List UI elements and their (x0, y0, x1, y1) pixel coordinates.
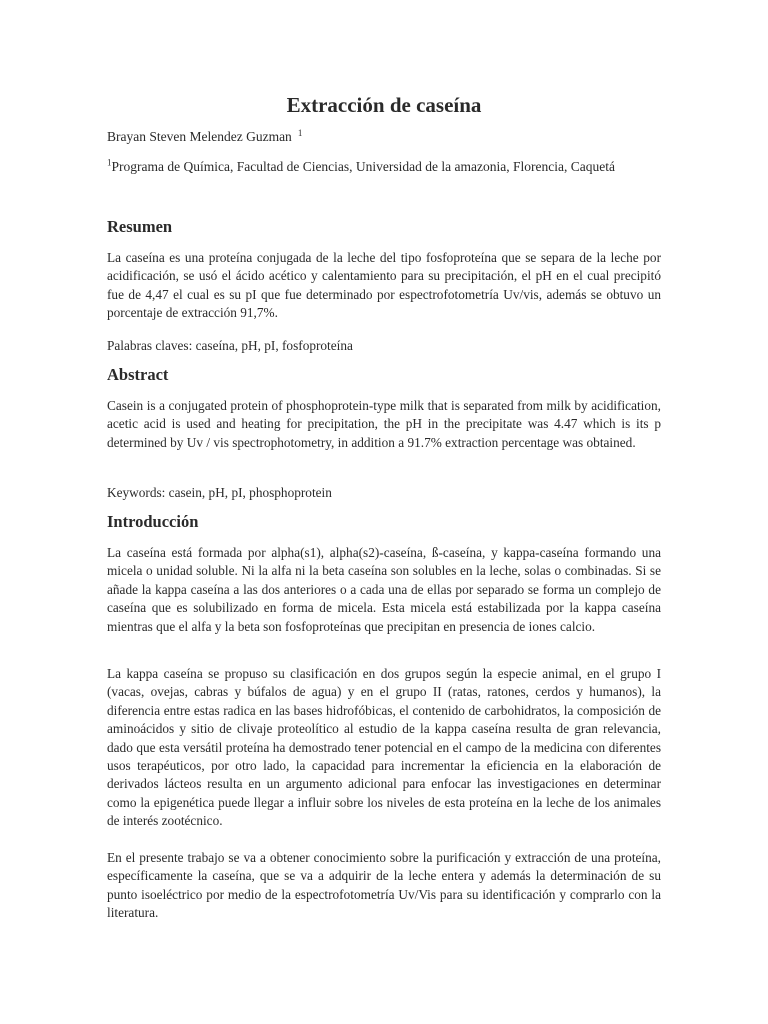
resumen-keywords: Palabras claves: caseína, pH, pI, fosfoproteína (107, 338, 353, 353)
affiliation-line (107, 158, 615, 176)
abstract-heading: Abstract (107, 365, 169, 384)
affiliation-mark: 1 (107, 157, 112, 168)
abstract-keywords: Keywords: casein, pH, pI, phosphoprotein (107, 485, 332, 500)
author-affiliation-mark: 1 (297, 127, 303, 138)
abstract-body: Casein is a conjugated protein of phosphoprotein-type milk that is separated from milk by acidification, acetic acid is used and heating for precipitation, the pH in the precipitate was 4.47 which is its p determined by Uv / vis spectrophotometry, in addition a 91.7% extraction percentage was obtained. (107, 398, 661, 450)
resumen-heading: Resumen (107, 217, 173, 236)
author-name: Brayan Steven Melendez Guzman (107, 129, 292, 144)
introduccion-paragraph-3: En el presente trabajo se va a obtener conocimiento sobre la purificación y extracción de una proteína, específicamente la caseína, que se va a adquirir de la leche entera y además la determinación de su punto isoeléctrico por medio de la espectrofotometría Uv/Vis para su identificación y comprarlo con la literatura. (107, 850, 661, 921)
paper-title: Extracción de caseína (286, 93, 482, 117)
affiliation-text: Programa de Química, Facultad de Ciencias, Universidad de la amazonia, Florencia, Caquetá (111, 159, 615, 174)
introduccion-paragraph-1: La caseína está formada por alpha(s1), alpha(s2)-caseína, ß-caseína, y kappa-caseína formando una micela o unidad soluble. Ni la alfa ni la beta caseína son solubles en la leche, solas o combinadas. Si se añade la kappa caseína a las dos anteriores o a cada una de ellas por separado se forma un complejo de caseína que es solubilizado en forma de micela. Esta micela está estabilizada por la kappa caseína mientras que el alfa y la beta son fosfoproteínas que precipitan en presencia de iones calcio. (107, 545, 661, 634)
introduccion-paragraph-2: La kappa caseína se propuso su clasificación en dos grupos según la especie animal, en el grupo I (vacas, ovejas, cabras y búfalos de agua) y en el grupo II (ratas, ratones, cerdos y humanos), la diferencia entre estas radica en las bases hidrofóbicas, el contenido de carbohidratos, la composición de aminoácidos y sitio de clivaje proteolítico al estudio de la kappa caseína resulta de gran relevancia, dado que esta versátil proteína ha demostrado tener potencial en el campo de la medicina con diferentes usos terapéuticos, por otro lado, la capacidad para incrementar la eficiencia en la elaboración de derivados lácteos resulta en un argumento adicional para enfocar las investigaciones en determinar como la epigenética puede llegar a influir sobre los niveles de esta proteína en la leche de los animales de interés zootécnico. (107, 666, 661, 829)
resumen-body: La caseína es una proteína conjugada de la leche del tipo fosfoproteína que se separa de la leche por acidificación, se usó el ácido acético y calentamiento para su precipitación, el pH en el cual precipitó fue de 4,47 el cual es su pI que fue determinado por espectrofotometría Uv/vis, además se obtuvo un porcentaje de extracción 91,7%. (107, 250, 661, 321)
author-line (107, 128, 302, 146)
introduccion-heading: Introducción (107, 512, 199, 531)
